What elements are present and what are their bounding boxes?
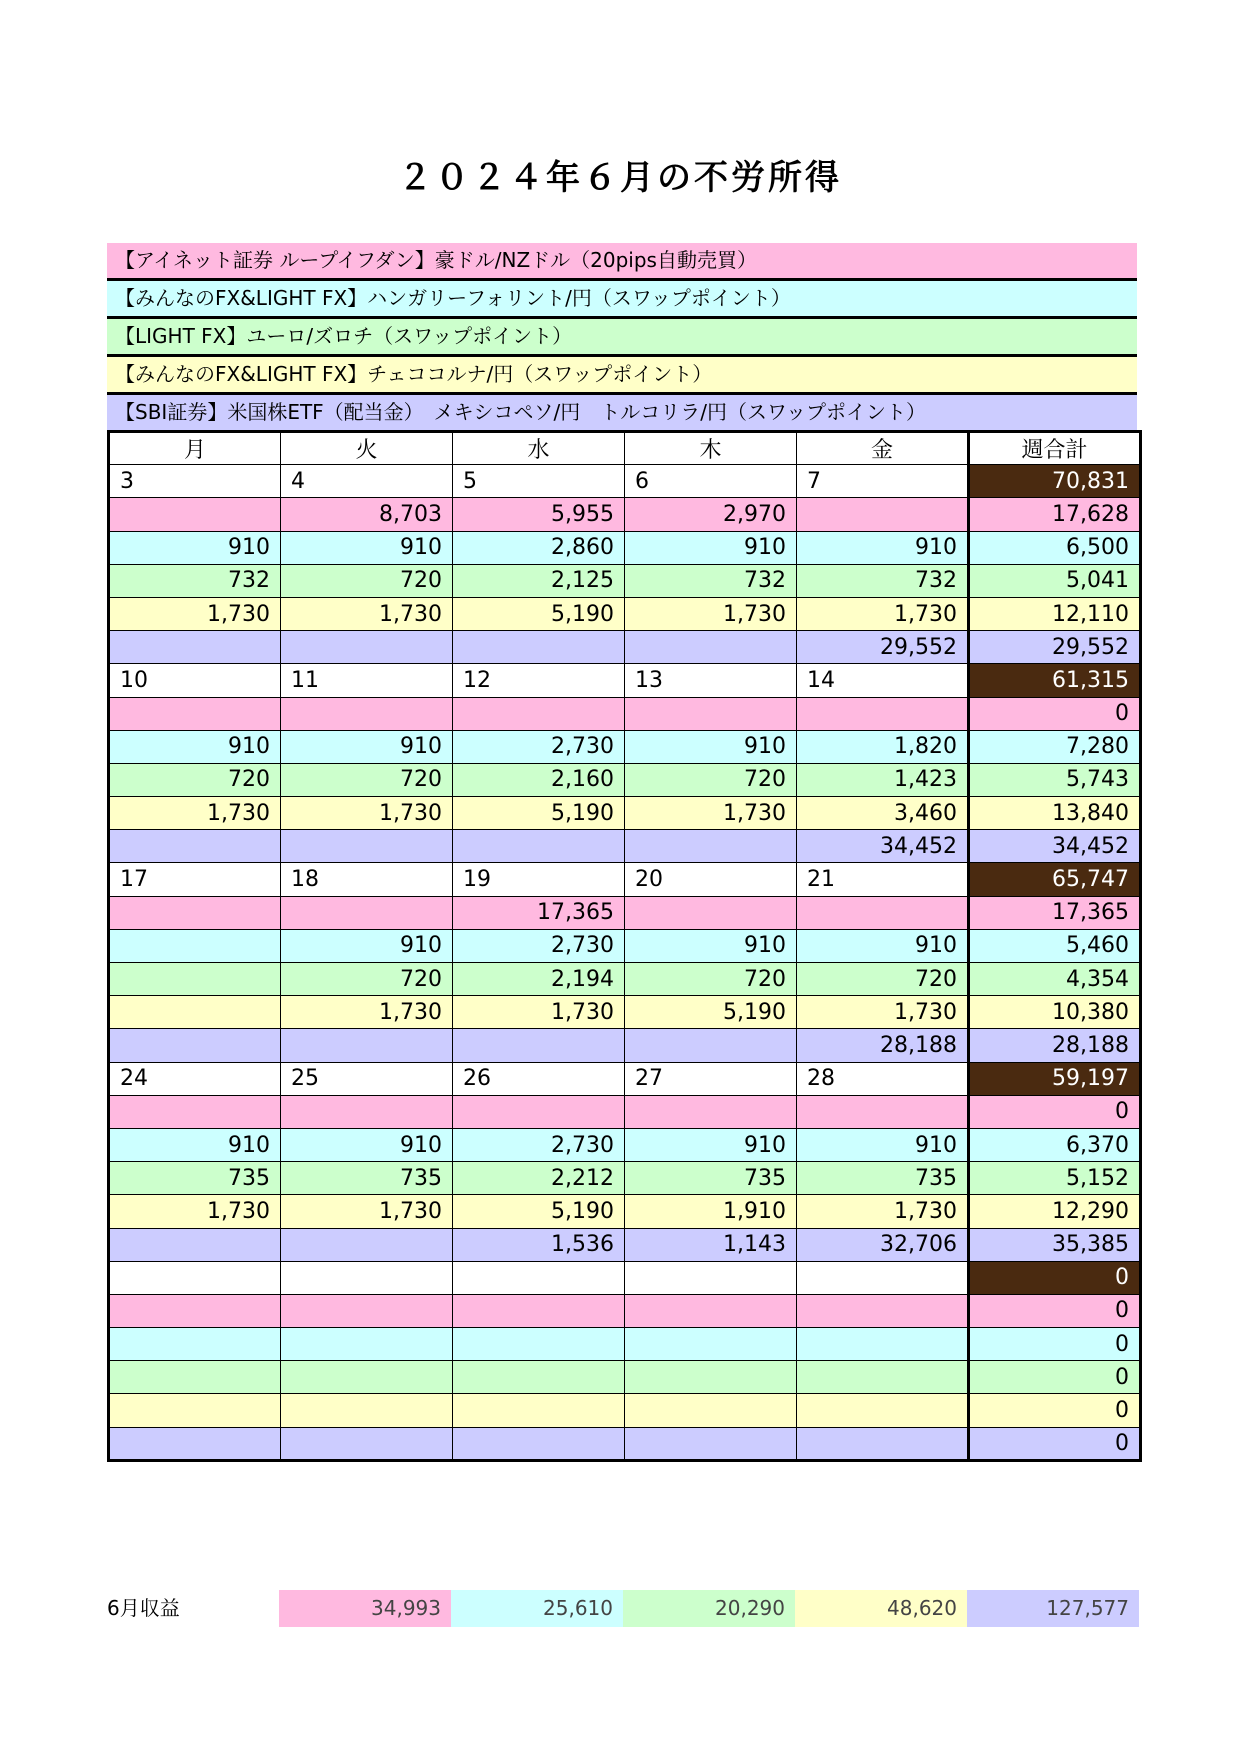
income-row — [109, 1195, 1141, 1228]
income-cell: 910 — [797, 531, 969, 564]
income-cell: 3,460 — [797, 797, 969, 830]
income-calendar-table — [107, 430, 1142, 1462]
income-cell: 28,188 — [797, 1029, 969, 1062]
day-number: 18 — [281, 863, 453, 896]
income-cell — [797, 1294, 969, 1327]
weekday-header: 金 — [797, 432, 969, 465]
summary-value: 20,290 — [623, 1590, 795, 1627]
summary-value: 48,620 — [795, 1590, 967, 1627]
income-cell — [109, 1361, 281, 1394]
income-cell: 720 — [281, 963, 453, 996]
summary-value: 34,993 — [279, 1590, 451, 1627]
legend-item: 【LIGHT FX】ユーロ/ズロチ（スワップポイント） — [107, 319, 1137, 357]
income-cell: 732 — [109, 564, 281, 597]
income-cell: 1,143 — [625, 1228, 797, 1261]
income-cell — [797, 896, 969, 929]
week-date-row — [109, 465, 1141, 498]
row-total: 0 — [969, 1427, 1141, 1460]
income-cell — [797, 1328, 969, 1361]
day-number: 20 — [625, 863, 797, 896]
income-row — [109, 597, 1141, 630]
income-cell: 1,730 — [109, 597, 281, 630]
income-cell — [453, 697, 625, 730]
income-cell: 1,423 — [797, 763, 969, 796]
income-row — [109, 697, 1141, 730]
income-cell: 2,730 — [453, 1128, 625, 1161]
income-cell — [625, 830, 797, 863]
day-number — [453, 1261, 625, 1294]
income-cell — [625, 1328, 797, 1361]
income-cell — [281, 1228, 453, 1261]
income-cell — [625, 1029, 797, 1062]
day-number — [625, 1261, 797, 1294]
income-row — [109, 1294, 1141, 1327]
income-row — [109, 1361, 1141, 1394]
day-number — [281, 1261, 453, 1294]
week-date-row — [109, 863, 1141, 896]
day-number: 7 — [797, 465, 969, 498]
row-total: 0 — [969, 1328, 1141, 1361]
day-number — [109, 1261, 281, 1294]
week-date-row — [109, 1062, 1141, 1095]
income-row — [109, 1128, 1141, 1161]
day-number: 12 — [453, 664, 625, 697]
row-total: 0 — [969, 1294, 1141, 1327]
row-total: 0 — [969, 1095, 1141, 1128]
income-cell: 5,190 — [453, 797, 625, 830]
income-row — [109, 1328, 1141, 1361]
day-number: 3 — [109, 465, 281, 498]
page-title: ２０２４年６月の不労所得 — [398, 158, 842, 198]
row-total: 28,188 — [969, 1029, 1141, 1062]
income-cell — [453, 1029, 625, 1062]
income-cell — [109, 1228, 281, 1261]
row-total: 35,385 — [969, 1228, 1141, 1261]
income-cell: 1,730 — [281, 597, 453, 630]
income-cell — [109, 963, 281, 996]
monthly-summary — [107, 1590, 1137, 1627]
day-number: 26 — [453, 1062, 625, 1095]
row-total: 12,110 — [969, 597, 1141, 630]
day-number: 17 — [109, 863, 281, 896]
income-cell — [625, 631, 797, 664]
income-cell: 2,730 — [453, 730, 625, 763]
income-cell — [797, 1361, 969, 1394]
income-cell: 8,703 — [281, 498, 453, 531]
day-number: 27 — [625, 1062, 797, 1095]
income-cell: 720 — [109, 763, 281, 796]
row-total: 4,354 — [969, 963, 1141, 996]
income-cell — [453, 631, 625, 664]
income-row — [109, 498, 1141, 531]
weekday-header: 月 — [109, 432, 281, 465]
income-cell: 910 — [625, 929, 797, 962]
income-row — [109, 763, 1141, 796]
income-cell — [281, 1328, 453, 1361]
income-cell — [453, 830, 625, 863]
income-cell — [453, 1361, 625, 1394]
income-cell — [281, 697, 453, 730]
income-cell — [109, 996, 281, 1029]
income-row — [109, 1162, 1141, 1195]
income-cell — [109, 498, 281, 531]
income-cell — [281, 1361, 453, 1394]
income-cell: 5,190 — [625, 996, 797, 1029]
income-cell — [109, 929, 281, 962]
income-cell: 720 — [281, 564, 453, 597]
income-cell: 1,820 — [797, 730, 969, 763]
income-cell: 5,190 — [453, 1195, 625, 1228]
row-total: 0 — [969, 1361, 1141, 1394]
income-cell — [281, 1029, 453, 1062]
weekday-header: 木 — [625, 432, 797, 465]
income-row — [109, 1095, 1141, 1128]
income-row — [109, 797, 1141, 830]
week-date-row — [109, 664, 1141, 697]
income-cell: 1,730 — [625, 797, 797, 830]
income-cell — [453, 1095, 625, 1128]
weekday-header: 水 — [453, 432, 625, 465]
row-total: 6,370 — [969, 1128, 1141, 1161]
row-total: 7,280 — [969, 730, 1141, 763]
income-row — [109, 963, 1141, 996]
income-cell — [281, 631, 453, 664]
legend — [107, 243, 1137, 433]
income-cell — [281, 896, 453, 929]
weekday-header-row — [109, 432, 1141, 465]
income-cell: 1,730 — [625, 597, 797, 630]
week-total: 65,747 — [969, 863, 1141, 896]
income-row — [109, 631, 1141, 664]
income-cell — [797, 697, 969, 730]
income-cell: 2,194 — [453, 963, 625, 996]
day-number: 11 — [281, 664, 453, 697]
day-number: 4 — [281, 465, 453, 498]
row-total: 5,152 — [969, 1162, 1141, 1195]
income-cell: 910 — [625, 531, 797, 564]
income-cell — [625, 697, 797, 730]
income-cell — [625, 1427, 797, 1460]
income-cell: 910 — [109, 730, 281, 763]
income-cell: 910 — [797, 1128, 969, 1161]
day-number: 28 — [797, 1062, 969, 1095]
income-cell: 732 — [797, 564, 969, 597]
legend-item: 【みんなのFX&LIGHT FX】ハンガリーフォリント/円（スワップポイント） — [107, 281, 1137, 319]
income-cell: 910 — [109, 1128, 281, 1161]
row-total: 17,628 — [969, 498, 1141, 531]
row-total: 12,290 — [969, 1195, 1141, 1228]
income-cell — [109, 1029, 281, 1062]
day-number: 25 — [281, 1062, 453, 1095]
income-cell — [109, 631, 281, 664]
weekly-total-header: 週合計 — [969, 432, 1141, 465]
summary-value: 127,577 — [967, 1590, 1139, 1627]
day-number: 13 — [625, 664, 797, 697]
income-row — [109, 896, 1141, 929]
income-cell: 1,730 — [797, 996, 969, 1029]
income-cell — [797, 498, 969, 531]
income-cell: 910 — [281, 929, 453, 962]
income-cell — [453, 1427, 625, 1460]
legend-item: 【SBI証券】米国株ETF（配当金） メキシコペソ/円 トルコリラ/円（スワップポイント） — [107, 395, 1137, 433]
income-cell: 910 — [625, 730, 797, 763]
row-total: 6,500 — [969, 531, 1141, 564]
income-cell: 34,452 — [797, 830, 969, 863]
income-cell: 910 — [109, 531, 281, 564]
day-number — [797, 1261, 969, 1294]
legend-item: 【アイネット証券 ループイフダン】豪ドル/NZドル（20pips自動売買） — [107, 243, 1137, 281]
income-cell: 735 — [797, 1162, 969, 1195]
income-row — [109, 929, 1141, 962]
income-cell: 5,190 — [453, 597, 625, 630]
day-number: 5 — [453, 465, 625, 498]
income-cell: 720 — [797, 963, 969, 996]
income-cell: 910 — [281, 531, 453, 564]
week-date-row — [109, 1261, 1141, 1294]
income-cell: 2,160 — [453, 763, 625, 796]
income-cell — [109, 1095, 281, 1128]
income-cell — [625, 1394, 797, 1427]
income-row — [109, 1029, 1141, 1062]
income-row — [109, 1427, 1141, 1460]
legend-item: 【みんなのFX&LIGHT FX】チェココルナ/円（スワップポイント） — [107, 357, 1137, 395]
income-cell: 2,730 — [453, 929, 625, 962]
income-cell: 1,730 — [281, 1195, 453, 1228]
income-cell — [625, 1361, 797, 1394]
income-cell: 1,730 — [797, 597, 969, 630]
row-total: 17,365 — [969, 896, 1141, 929]
summary-value: 25,610 — [451, 1590, 623, 1627]
income-cell: 735 — [625, 1162, 797, 1195]
income-cell: 910 — [281, 1128, 453, 1161]
row-total: 0 — [969, 1394, 1141, 1427]
income-cell: 910 — [625, 1128, 797, 1161]
income-cell: 2,125 — [453, 564, 625, 597]
row-total: 5,743 — [969, 763, 1141, 796]
day-number: 19 — [453, 863, 625, 896]
day-number: 21 — [797, 863, 969, 896]
income-cell: 910 — [797, 929, 969, 962]
income-cell: 1,730 — [281, 996, 453, 1029]
income-cell: 735 — [281, 1162, 453, 1195]
income-cell — [281, 1427, 453, 1460]
income-cell: 1,536 — [453, 1228, 625, 1261]
summary-label: 6月収益 — [107, 1596, 180, 1620]
income-cell: 17,365 — [453, 896, 625, 929]
row-total: 0 — [969, 697, 1141, 730]
income-cell — [109, 1427, 281, 1460]
row-total: 34,452 — [969, 830, 1141, 863]
day-number: 6 — [625, 465, 797, 498]
income-cell: 720 — [625, 763, 797, 796]
row-total: 13,840 — [969, 797, 1141, 830]
income-cell: 1,730 — [453, 996, 625, 1029]
row-total: 10,380 — [969, 996, 1141, 1029]
income-cell: 1,730 — [109, 1195, 281, 1228]
income-cell — [453, 1328, 625, 1361]
income-cell: 720 — [625, 963, 797, 996]
week-total: 0 — [969, 1261, 1141, 1294]
row-total: 29,552 — [969, 631, 1141, 664]
income-cell: 1,730 — [797, 1195, 969, 1228]
income-cell — [281, 1294, 453, 1327]
week-total: 70,831 — [969, 465, 1141, 498]
income-cell: 29,552 — [797, 631, 969, 664]
income-cell — [625, 1294, 797, 1327]
income-cell — [453, 1394, 625, 1427]
income-cell: 32,706 — [797, 1228, 969, 1261]
income-cell: 1,730 — [281, 797, 453, 830]
weekday-header: 火 — [281, 432, 453, 465]
income-cell: 1,910 — [625, 1195, 797, 1228]
income-row — [109, 1394, 1141, 1427]
income-cell — [797, 1095, 969, 1128]
income-cell: 910 — [281, 730, 453, 763]
income-cell: 2,970 — [625, 498, 797, 531]
week-total: 61,315 — [969, 664, 1141, 697]
income-cell: 2,860 — [453, 531, 625, 564]
income-cell: 1,730 — [109, 797, 281, 830]
income-row — [109, 531, 1141, 564]
day-number: 10 — [109, 664, 281, 697]
income-cell: 732 — [625, 564, 797, 597]
income-row — [109, 1228, 1141, 1261]
income-cell — [109, 1394, 281, 1427]
income-cell: 2,212 — [453, 1162, 625, 1195]
day-number: 24 — [109, 1062, 281, 1095]
income-cell — [797, 1427, 969, 1460]
income-row — [109, 730, 1141, 763]
income-cell — [109, 896, 281, 929]
income-cell — [109, 1294, 281, 1327]
income-row — [109, 830, 1141, 863]
income-cell: 735 — [109, 1162, 281, 1195]
row-total: 5,041 — [969, 564, 1141, 597]
income-cell: 720 — [281, 763, 453, 796]
income-cell — [453, 1294, 625, 1327]
income-cell — [281, 830, 453, 863]
row-total: 5,460 — [969, 929, 1141, 962]
week-total: 59,197 — [969, 1062, 1141, 1095]
income-cell — [625, 1095, 797, 1128]
income-cell — [109, 1328, 281, 1361]
income-cell: 5,955 — [453, 498, 625, 531]
income-cell — [797, 1394, 969, 1427]
income-cell — [109, 830, 281, 863]
income-row — [109, 564, 1141, 597]
day-number: 14 — [797, 664, 969, 697]
income-row — [109, 996, 1141, 1029]
income-cell — [281, 1394, 453, 1427]
income-cell — [281, 1095, 453, 1128]
income-cell — [109, 697, 281, 730]
income-cell — [625, 896, 797, 929]
